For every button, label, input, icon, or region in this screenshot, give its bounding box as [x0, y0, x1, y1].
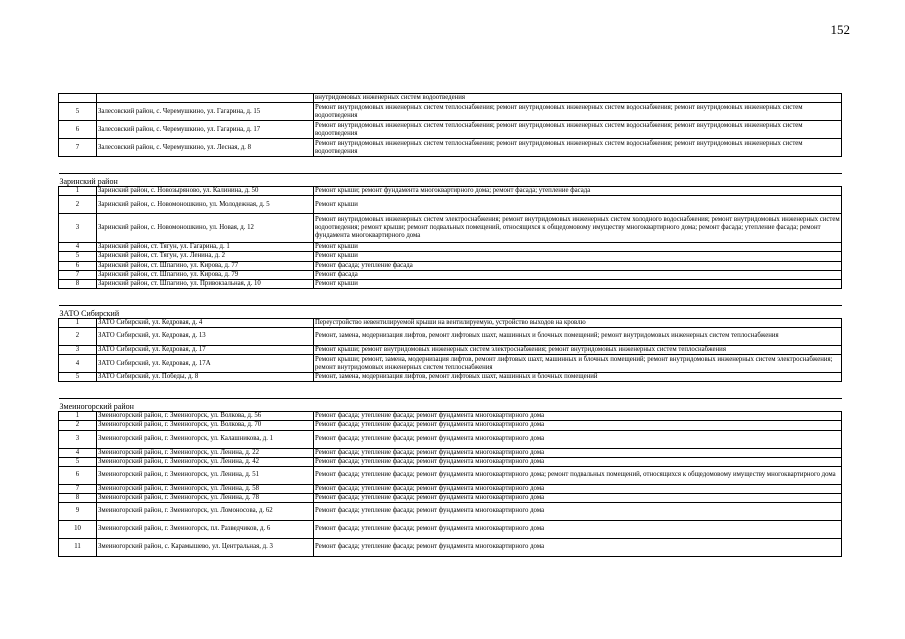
row-number: 1 [59, 412, 97, 421]
row-works: Ремонт фасада; утепление фасада; ремонт фундамента многоквартирного дома [314, 430, 842, 448]
table-row [59, 328, 842, 346]
row-number: 8 [59, 279, 97, 288]
table-row [59, 493, 842, 502]
table-row [59, 448, 842, 457]
row-number: 4 [59, 448, 97, 457]
table-row [59, 139, 842, 157]
row-number: 5 [59, 103, 97, 121]
table-row [59, 520, 842, 538]
row-works: Ремонт фасада; утепление фасада; ремонт фундамента многоквартирного дома [314, 448, 842, 457]
table-row [59, 187, 842, 196]
row-address: Заринский район, с. Новозыряново, ул. Калинина, д. 50 [97, 187, 314, 196]
row-address: Змеиногорский район, г. Змеиногорск, ул. Волкова, д. 70 [97, 421, 314, 430]
row-address: Змеиногорский район, г. Змеиногорск, ул. Ленина, д. 58 [97, 484, 314, 493]
section-title: ЗАТО Сибирский [59, 305, 842, 318]
row-address: Змеиногорский район, г. Змеиногорск, ул. Калашникова, д. 1 [97, 430, 314, 448]
table-row [59, 214, 842, 243]
table-row [59, 261, 842, 270]
row-number: 2 [59, 328, 97, 346]
row-address: ЗАТО Сибирский, ул. Победы, д. 8 [97, 373, 314, 382]
row-address: Змеиногорский район, г. Змеиногорск, ул. Ленина, д. 51 [97, 466, 314, 484]
section-header-row [59, 399, 842, 412]
row-number: 1 [59, 318, 97, 327]
row-number: 3 [59, 214, 97, 243]
row-address: Заринский район, ст. Шпагино, ул. Привокзальная, д. 10 [97, 279, 314, 288]
row-address: Заринский район, с. Новомоношкино, ул. Новая, д. 12 [97, 214, 314, 243]
row-number: 6 [59, 261, 97, 270]
section-gap-cell [59, 288, 842, 305]
table-row [59, 430, 842, 448]
row-works: Ремонт, замена, модернизация лифтов, ремонт лифтовых шахт, машинных и блочных помещений; ремонт внутридомовых инженерных систем теплоснабжения [314, 328, 842, 346]
row-works: Ремонт фасада; утепление фасада; ремонт фундамента многоквартирного дома [314, 538, 842, 556]
row-address: Змеиногорский район, г. Змеиногорск, ул. Волкова, д. 56 [97, 412, 314, 421]
row-works: Ремонт фасада; утепление фасада; ремонт фундамента многоквартирного дома; ремонт подвальных помещений, относящихся к общедомовому имуществу многоквартирного дома [314, 466, 842, 484]
row-address: ЗАТО Сибирский, ул. Кедровая, д. 17 [97, 346, 314, 355]
row-address: Змеиногорский район, г. Змеиногорск, ул. Ленина, д. 42 [97, 457, 314, 466]
row-number: 5 [59, 457, 97, 466]
row-address: Залесовский район, с. Черемушкино, ул. Лесная, д. 8 [97, 139, 314, 157]
table-row [59, 346, 842, 355]
row-address: ЗАТО Сибирский, ул. Кедровая, д. 4 [97, 318, 314, 327]
page-number: 152 [830, 22, 850, 37]
row-address: Змеиногорский район, г. Змеиногорск, ул. Ленина, д. 78 [97, 493, 314, 502]
row-number: 5 [59, 373, 97, 382]
row-address: Змеиногорский район, с. Карамышево, ул. Центральная, д. 3 [97, 538, 314, 556]
section-gap-cell [59, 382, 842, 399]
row-works: Ремонт крыши [314, 196, 842, 214]
row-number: 2 [59, 196, 97, 214]
row-works: Ремонт крыши; ремонт внутридомовых инженерных систем электроснабжения; ремонт внутридомовых инженерных систем теплоснабжения [314, 346, 842, 355]
table-row [59, 457, 842, 466]
table-row [59, 121, 842, 139]
row-works: Ремонт крыши; ремонт, замена, модернизация лифтов, ремонт лифтовых шахт, машинных и блочных помещений; ремонт внутридомовых инженерных систем электроснабжения; ремонт внутридомовых инженерных систем теплоснабжения [314, 355, 842, 373]
works-table-wrapper [58, 93, 838, 557]
row-number: 3 [59, 430, 97, 448]
row-address: Змеиногорский район, г. Змеиногорск, ул. Ломоносова, д. 62 [97, 502, 314, 520]
row-number: 6 [59, 121, 97, 139]
row-number: 1 [59, 187, 97, 196]
row-address: Заринский район, ст. Шпагино, ул. Кирова, д. 79 [97, 270, 314, 279]
row-number: 7 [59, 484, 97, 493]
row-works: Ремонт фасада; утепление фасада; ремонт фундамента многоквартирного дома [314, 520, 842, 538]
row-number: 5 [59, 252, 97, 261]
works-table-body [59, 94, 842, 557]
table-row [59, 412, 842, 421]
row-address: Заринский район, ст. Шпагино, ул. Кирова, д. 77 [97, 261, 314, 270]
table-row [59, 270, 842, 279]
works-table [58, 93, 842, 557]
section-gap [59, 382, 842, 399]
row-number: 9 [59, 502, 97, 520]
row-works: Ремонт крыши [314, 243, 842, 252]
table-row [59, 243, 842, 252]
row-address: Заринский район, ст. Тягун, ул. Гагарина, д. 1 [97, 243, 314, 252]
row-number: 8 [59, 493, 97, 502]
table-row [59, 252, 842, 261]
row-address: Змеиногорский район, г. Змеиногорск, пл. Разведчиков, д. 6 [97, 520, 314, 538]
row-address: Залесовский район, с. Черемушкино, ул. Гагарина, д. 17 [97, 121, 314, 139]
table-row [59, 484, 842, 493]
section-header-row [59, 174, 842, 187]
row-address: ЗАТО Сибирский, ул. Кедровая, д. 17А [97, 355, 314, 373]
row-works: Ремонт внутридомовых инженерных систем электроснабжения; ремонт внутридомовых инженерных систем холодного водоснабжения; ремонт внутридомовых инженерных систем водоотведения; ремонт крыши; ремонт подвальных помещений, относящихся к общедомовому имуществу многоквартирного дома; ремонт фасада; утепление фасада; ремонт фундамента многоквартирного дома [314, 214, 842, 243]
row-works: Ремонт крыши; ремонт фундамента многоквартирного дома; ремонт фасада; утепление фасада [314, 187, 842, 196]
table-row [59, 94, 842, 103]
row-number: 7 [59, 270, 97, 279]
row-works: Ремонт фасада; утепление фасада; ремонт фундамента многоквартирного дома [314, 421, 842, 430]
row-works: Ремонт фасада [314, 270, 842, 279]
row-works: Ремонт крыши [314, 252, 842, 261]
section-header-row [59, 305, 842, 318]
row-number: 2 [59, 421, 97, 430]
row-works: Ремонт фасада; утепление фасада; ремонт фундамента многоквартирного дома [314, 493, 842, 502]
table-row [59, 373, 842, 382]
row-works: внутридомовых инженерных систем водоотведения [314, 94, 842, 103]
row-works: Ремонт внутридомовых инженерных систем теплоснабжения; ремонт внутридомовых инженерных систем водоснабжения; ремонт внутридомовых инженерных систем водоотведения [314, 139, 842, 157]
row-address: Заринский район, ст. Тягун, ул. Ленина, д. 2 [97, 252, 314, 261]
row-address: ЗАТО Сибирский, ул. Кедровая, д. 13 [97, 328, 314, 346]
table-row [59, 421, 842, 430]
table-row [59, 103, 842, 121]
row-works: Ремонт крыши [314, 279, 842, 288]
row-works: Ремонт внутридомовых инженерных систем теплоснабжения; ремонт внутридомовых инженерных систем водоснабжения; ремонт внутридомовых инженерных систем водоотведения [314, 121, 842, 139]
row-number [59, 94, 97, 103]
table-row [59, 196, 842, 214]
row-works: Ремонт фасада; утепление фасада; ремонт фундамента многоквартирного дома [314, 457, 842, 466]
row-works: Ремонт фасада; утепление фасада; ремонт фундамента многоквартирного дома [314, 502, 842, 520]
row-works: Ремонт фасада; утепление фасада; ремонт фундамента многоквартирного дома [314, 412, 842, 421]
table-row [59, 279, 842, 288]
section-title: Заринский район [59, 174, 842, 187]
table-row [59, 466, 842, 484]
section-gap [59, 157, 842, 174]
row-works: Ремонт внутридомовых инженерных систем теплоснабжения; ремонт внутридомовых инженерных систем водоснабжения; ремонт внутридомовых инженерных систем водоотведения [314, 103, 842, 121]
row-address: Залесовский район, с. Черемушкино, ул. Гагарина, д. 15 [97, 103, 314, 121]
table-row [59, 538, 842, 556]
row-works: Переустройство невентилируемой крыши на вентилируемую, устройство выходов на кровлю [314, 318, 842, 327]
section-title: Змеиногорский район [59, 399, 842, 412]
row-works: Ремонт, замена, модернизация лифтов, ремонт лифтовых шахт, машинных и блочных помещений [314, 373, 842, 382]
row-number: 4 [59, 243, 97, 252]
row-number: 7 [59, 139, 97, 157]
table-row [59, 355, 842, 373]
section-gap-cell [59, 157, 842, 174]
row-number: 11 [59, 538, 97, 556]
table-row [59, 318, 842, 327]
row-works: Ремонт фасада; утепление фасада; ремонт фундамента многоквартирного дома [314, 484, 842, 493]
row-number: 3 [59, 346, 97, 355]
row-number: 6 [59, 466, 97, 484]
table-row [59, 502, 842, 520]
section-gap [59, 288, 842, 305]
row-address: Змеиногорский район, г. Змеиногорск, ул. Ленина, д. 22 [97, 448, 314, 457]
row-works: Ремонт фасада; утепление фасада [314, 261, 842, 270]
row-address: Заринский район, с. Новомоношкино, ул. Молодежная, д. 5 [97, 196, 314, 214]
row-number: 4 [59, 355, 97, 373]
row-number: 10 [59, 520, 97, 538]
row-address [97, 94, 314, 103]
